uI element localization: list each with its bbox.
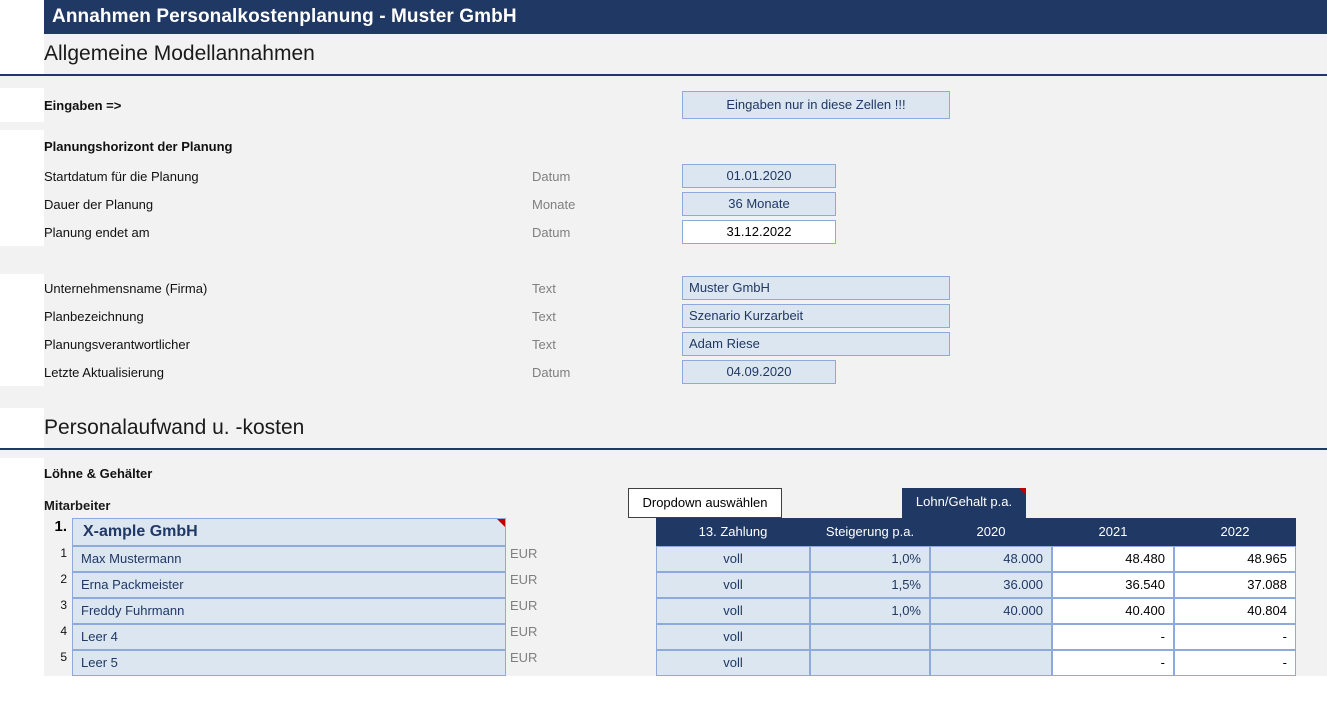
row-planungsverantwortlicher <box>0 330 1327 358</box>
row-gutter <box>0 190 44 218</box>
window-title-bar <box>0 0 1327 34</box>
table-row <box>0 598 1327 624</box>
row-startdatum <box>0 162 1327 190</box>
table-header-row <box>0 518 1327 546</box>
lohn-gehalt-tag <box>902 488 1026 518</box>
row-planbezeichnung <box>0 302 1327 330</box>
employees-label: Mitarbeiter <box>44 498 111 513</box>
spacer <box>0 122 1327 130</box>
value-2020-cell[interactable]: 40.000 <box>930 598 1052 624</box>
row-unternehmensname <box>0 274 1327 302</box>
value-2020-cell[interactable]: 36.000 <box>930 572 1052 598</box>
row-gutter <box>0 572 44 598</box>
section-header-personnel <box>0 408 1327 450</box>
employee-name-cell[interactable]: Max Mustermann <box>72 546 506 572</box>
label-planungsverantwortlicher: Planungsverantwortlicher <box>44 336 190 352</box>
value-2022-cell: 40.804 <box>1174 598 1296 624</box>
row-number: 2 <box>60 572 67 586</box>
value-2021-cell: 40.400 <box>1052 598 1174 624</box>
spacer <box>0 246 1327 274</box>
value-2020-cell[interactable] <box>930 624 1052 650</box>
value-2021-cell: 48.480 <box>1052 546 1174 572</box>
company-index: 1. <box>54 518 67 535</box>
row-number: 5 <box>60 650 67 664</box>
value-2022-cell: - <box>1174 650 1296 676</box>
input-dauer[interactable]: 36 Monate <box>682 192 836 216</box>
page-title: Annahmen Personalkostenplanung - Muster GmbH <box>52 6 517 27</box>
horizon-heading-row <box>0 130 1327 162</box>
title-bar-left-gutter <box>0 0 44 34</box>
wages-heading-row <box>0 458 1327 488</box>
type-planungsverantwortlicher: Text <box>532 336 556 352</box>
steigerung-cell[interactable]: 1,0% <box>810 546 930 572</box>
row-gutter <box>0 598 44 624</box>
output-planung-endet: 31.12.2022 <box>682 220 836 244</box>
torn-edge-decoration <box>0 691 1327 717</box>
row-planung-endet <box>0 218 1327 246</box>
label-dauer: Dauer der Planung <box>44 196 154 212</box>
row-gutter <box>0 302 44 330</box>
section-left-gutter <box>0 408 44 448</box>
column-header-2022: 2022 <box>1174 518 1296 546</box>
employee-name-cell[interactable]: Erna Packmeister <box>72 572 506 598</box>
input-letzte-aktualisierung[interactable]: 04.09.2020 <box>682 360 836 384</box>
dropdown-hint-box[interactable]: Dropdown auswählen <box>628 488 782 518</box>
comment-marker-icon <box>1019 488 1026 495</box>
column-header-2021: 2021 <box>1052 518 1174 546</box>
employee-name-cell[interactable]: Leer 5 <box>72 650 506 676</box>
steigerung-cell[interactable] <box>810 650 930 676</box>
row-gutter <box>0 546 44 572</box>
type-planung-endet: Datum <box>532 224 571 240</box>
currency-cell: EUR <box>510 598 538 613</box>
horizon-heading: Planungshorizont der Planung <box>44 138 233 154</box>
value-2020-cell[interactable]: 48.000 <box>930 546 1052 572</box>
inputs-note-box: Eingaben nur in diese Zellen !!! <box>682 91 950 119</box>
wages-heading: Löhne & Gehälter <box>44 465 153 481</box>
currency-cell: EUR <box>510 546 538 561</box>
row-dauer <box>0 190 1327 218</box>
input-startdatum[interactable]: 01.01.2020 <box>682 164 836 188</box>
row-gutter <box>0 650 44 676</box>
wages-content <box>0 450 1327 676</box>
value-2021-cell: - <box>1052 650 1174 676</box>
zahlung-cell[interactable]: voll <box>656 572 810 598</box>
row-gutter <box>0 358 44 386</box>
row-gutter <box>0 330 44 358</box>
table-row <box>0 546 1327 572</box>
row-number: 3 <box>60 598 67 612</box>
spacer <box>0 450 1327 458</box>
lohn-gehalt-tag-label: Lohn/Gehalt p.a. <box>915 494 1013 509</box>
zahlung-cell[interactable]: voll <box>656 598 810 624</box>
inputs-legend-row <box>0 88 1327 122</box>
row-gutter <box>0 274 44 302</box>
company-name-label: X-ample GmbH <box>83 523 198 540</box>
label-startdatum: Startdatum für die Planung <box>44 168 199 184</box>
table-row <box>0 650 1327 676</box>
value-2020-cell[interactable] <box>930 650 1052 676</box>
row-letzte-aktualisierung <box>0 358 1327 386</box>
section-title-personnel: Personalaufwand u. -kosten <box>44 416 305 439</box>
spacer <box>0 76 1327 88</box>
currency-cell: EUR <box>510 650 538 665</box>
input-planungsverantwortlicher[interactable]: Adam Riese <box>682 332 950 356</box>
input-unternehmensname[interactable]: Muster GmbH <box>682 276 950 300</box>
row-gutter <box>0 458 44 488</box>
type-startdatum: Datum <box>532 168 571 184</box>
zahlung-cell[interactable]: voll <box>656 624 810 650</box>
row-gutter <box>0 518 44 546</box>
inputs-legend-label: Eingaben => <box>44 97 122 113</box>
currency-cell: EUR <box>510 572 538 587</box>
value-2022-cell: 37.088 <box>1174 572 1296 598</box>
type-letzte-aktualisierung: Datum <box>532 364 571 380</box>
type-dauer: Monate <box>532 196 576 212</box>
row-gutter <box>0 218 44 246</box>
row-gutter <box>0 162 44 190</box>
spacer <box>0 386 1327 408</box>
label-unternehmensname: Unternehmensname (Firma) <box>44 280 208 296</box>
wages-subheader-row <box>0 488 1327 518</box>
zahlung-cell[interactable]: voll <box>656 650 810 676</box>
row-gutter <box>0 130 44 162</box>
zahlung-cell[interactable]: voll <box>656 546 810 572</box>
value-2022-cell: 48.965 <box>1174 546 1296 572</box>
spacer-col <box>506 518 656 546</box>
general-content <box>0 76 1327 408</box>
row-number: 4 <box>60 624 67 638</box>
value-2021-cell: - <box>1052 624 1174 650</box>
company-name-cell[interactable] <box>72 518 506 546</box>
column-header-steigerung: Steigerung p.a. <box>810 518 930 546</box>
section-left-gutter <box>0 34 44 74</box>
table-row <box>0 572 1327 598</box>
value-2021-cell: 36.540 <box>1052 572 1174 598</box>
section-title-general: Allgemeine Modellannahmen <box>44 42 315 65</box>
column-header-zahlung: 13. Zahlung <box>656 518 810 546</box>
employee-name-cell[interactable]: Freddy Fuhrmann <box>72 598 506 624</box>
type-unternehmensname: Text <box>532 280 556 296</box>
comment-marker-icon <box>497 519 505 527</box>
currency-cell: EUR <box>510 624 538 639</box>
table-row <box>0 624 1327 650</box>
label-planbezeichnung: Planbezeichnung <box>44 308 144 324</box>
steigerung-cell[interactable] <box>810 624 930 650</box>
row-number: 1 <box>60 546 67 560</box>
row-gutter <box>0 488 44 518</box>
row-gutter <box>0 624 44 650</box>
row-gutter <box>0 88 44 122</box>
employee-name-cell[interactable]: Leer 4 <box>72 624 506 650</box>
steigerung-cell[interactable]: 1,5% <box>810 572 930 598</box>
value-2022-cell: - <box>1174 624 1296 650</box>
column-header-2020: 2020 <box>930 518 1052 546</box>
label-planung-endet: Planung endet am <box>44 224 150 240</box>
type-planbezeichnung: Text <box>532 308 556 324</box>
section-header-general <box>0 34 1327 76</box>
steigerung-cell[interactable]: 1,0% <box>810 598 930 624</box>
label-letzte-aktualisierung: Letzte Aktualisierung <box>44 364 164 380</box>
input-planbezeichnung[interactable]: Szenario Kurzarbeit <box>682 304 950 328</box>
